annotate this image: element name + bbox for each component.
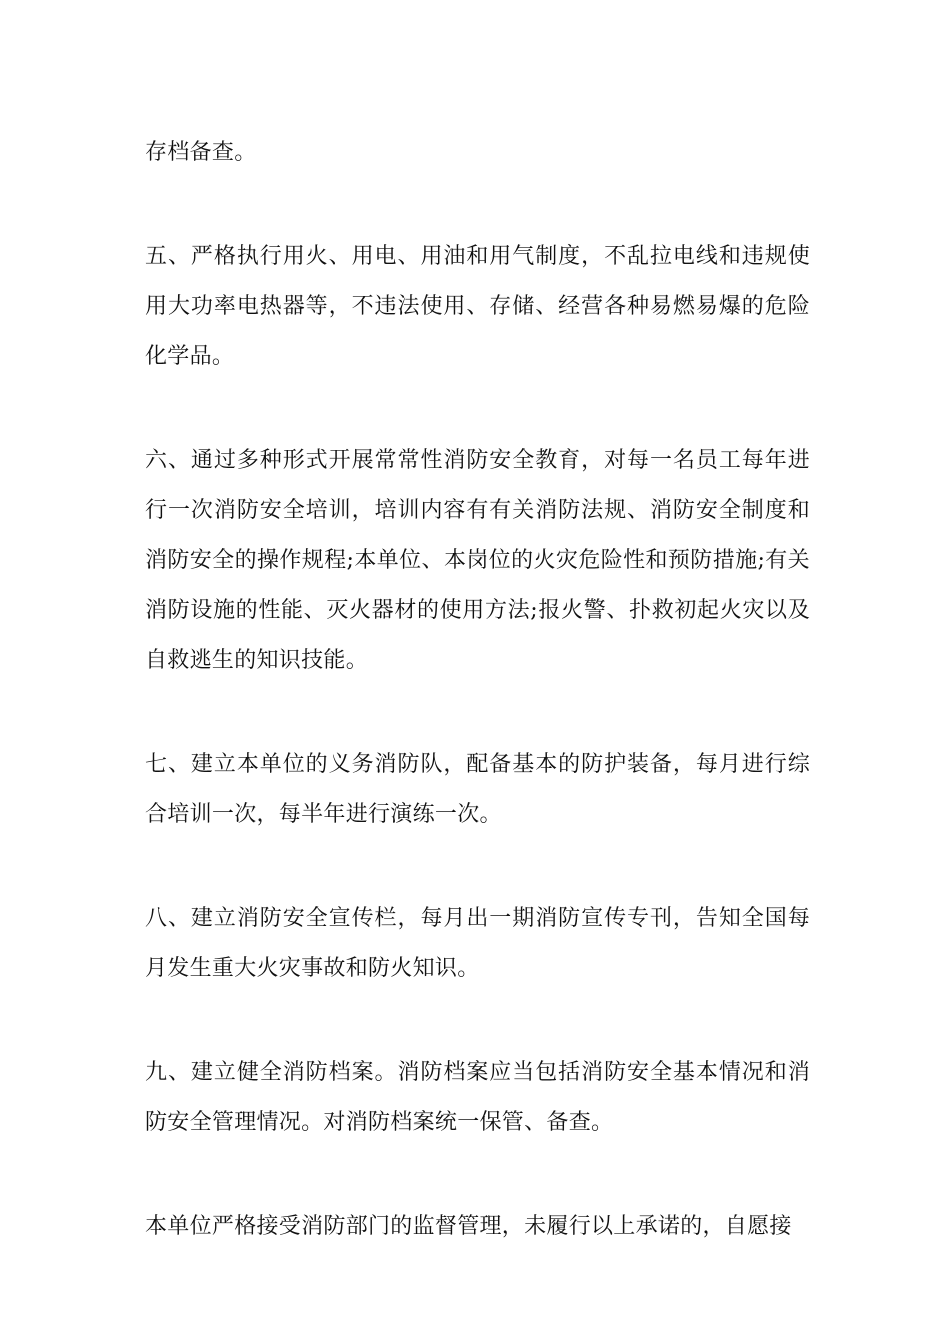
paragraph-item-5: 五、严格执行用火、用电、用油和用气制度，不乱拉电线和违规使用大功率电热器等，不违法使用、存储、经营各种易燃易爆的危险化学品。: [145, 244, 810, 369]
paragraph-continuation: 存档备查。: [145, 140, 257, 165]
paragraph-item-8: 八、建立消防安全宣传栏，每月出一期消防宣传专刊，告知全国每月发生重大火灾事故和防火知识。: [145, 906, 810, 981]
document-body: [145, 128, 810, 1252]
paragraph-item-9: 九、建立健全消防档案。消防档案应当包括消防安全基本情况和消防安全管理情况。对消防档案统一保管、备查。: [145, 1060, 810, 1135]
paragraph-item-7: 七、建立本单位的义务消防队，配备基本的防护装备，每月进行综合培训一次，每半年进行演练一次。: [145, 752, 810, 827]
paragraph-item-6: 六、通过多种形式开展常常性消防安全教育，对每一名员工每年进行一次消防安全培训，培训内容有有关消防法规、消防安全制度和消防安全的操作规程;本单位、本岗位的火灾危险性和预防措施;有关消防设施的性能、灭火器材的使用方法;报火警、扑救初起火灾以及自救逃生的知识技能。: [145, 448, 810, 673]
paragraph-closing: 本单位严格接受消防部门的监督管理，未履行以上承诺的，自愿接: [145, 1214, 792, 1239]
